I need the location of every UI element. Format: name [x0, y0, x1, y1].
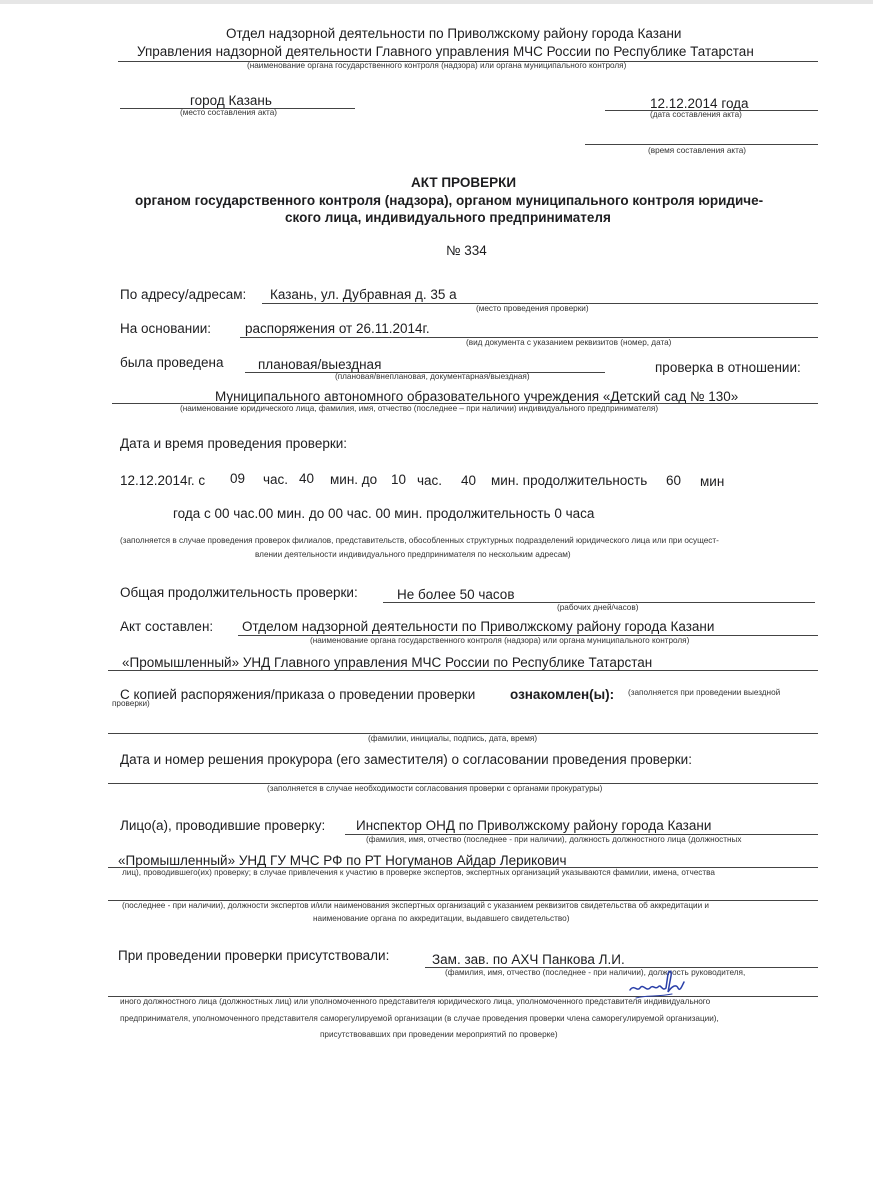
place-caption: (место составления акта) — [180, 108, 277, 117]
act-subtitle-line-1: органом государственного контроля (надзора), органом муниципального контроля юридиче- — [135, 193, 764, 208]
address-caption: (место проведения проверки) — [476, 304, 589, 313]
schedule-heading: Дата и время проведения проверки: — [120, 436, 348, 451]
schedule-duration-word: мин. продолжительность — [491, 473, 648, 488]
acquainted-note-line-1: (заполняется при проведении выездной — [628, 688, 781, 697]
schedule-min-word: мин — [700, 474, 725, 489]
prosecutor-caption: (заполняется в случае необходимости согласования проверки с органами прокуратуры) — [267, 784, 603, 793]
present-label: При проведении проверки присутствовали: — [118, 948, 390, 963]
conducted-value: плановая/выездная — [258, 357, 382, 372]
acquainted-bold: ознакомлен(ы): — [510, 687, 615, 702]
scan-top-edge — [0, 0, 873, 4]
place: город Казань — [190, 93, 272, 108]
inspectors-caption-line-2: лиц), проводившего(их) проверку; в случае привлечения к участию в проверке экспертов, экспертных организаций указываются фамилии, имена, отчества — [122, 868, 715, 877]
org-caption: (наименование органа государственного контроля (надзора) или органа муниципального контроля) — [247, 61, 627, 70]
compiled-label: Акт составлен: — [120, 619, 214, 634]
present-value: Зам. зав. по АХЧ Панкова Л.И. — [432, 952, 625, 967]
schedule-hour-word-2: час. — [417, 473, 443, 488]
act-date: 12.12.2014 года — [650, 96, 749, 111]
schedule-end-hour: 10 — [391, 472, 407, 487]
signature-icon — [628, 968, 686, 1002]
compiled-caption: (наименование органа государственного контроля (надзора) или органа муниципального контроля) — [310, 636, 690, 645]
schedule-end-min: 40 — [461, 473, 477, 488]
schedule-note-line-1: (заполняется в случае проведения проверок филиалов, представительств, обособленных структурных подразделений юридического лица или при осущест- — [120, 536, 719, 545]
time-caption: (время составления акта) — [648, 146, 747, 155]
entity-caption: (наименование юридического лица, фамилия, имя, отчество (последнее – при наличии) индивидуального предпринимателя) — [180, 404, 659, 413]
duration-value: Не более 50 часов — [397, 587, 515, 602]
schedule-note-line-2: влении деятельности индивидуального предпринимателя по нескольким адресам) — [255, 550, 571, 559]
prosecutor-text: Дата и номер решения прокурора (его заместителя) о согласовании проведения проверки: — [120, 752, 692, 767]
compiled-value-line-2: «Промышленный» УНД Главного управления МЧС России по Республике Татарстан — [122, 655, 653, 670]
present-caption-line-2: иного должностного лица (должностных лиц) или уполномоченного представителя юридического лица, уполномоченного представителя индивидуального — [120, 997, 711, 1006]
schedule-hour-word-1: час. — [263, 472, 289, 487]
act-subtitle-line-2: ского лица, индивидуального предпринимателя — [285, 210, 611, 225]
act-title: АКТ ПРОВЕРКИ — [411, 175, 517, 190]
schedule-duration: 60 — [666, 473, 682, 488]
basis-value: распоряжения от 26.11.2014г. — [245, 321, 430, 336]
present-caption-line-1: (фамилия, имя, отчество (последнее - при наличии), должность руководителя, — [445, 968, 746, 977]
conducted-label: была проведена — [120, 355, 224, 370]
basis-caption: (вид документа с указанием реквизитов (номер, дата) — [466, 338, 672, 347]
inspection-regarding: проверка в отношении: — [655, 360, 801, 375]
inspectors-caption-line-4: наименование органа по аккредитации, выдавшего свидетельство) — [313, 914, 570, 923]
inspectors-label: Лицо(а), проводившие проверку: — [120, 818, 326, 833]
inspectors-value-line-2: «Промышленный» УНД ГУ МЧС РФ по РТ Ногуманов Айдар Лерикович — [118, 853, 567, 868]
acquainted-caption: (фамилии, инициалы, подпись, дата, время) — [368, 734, 538, 743]
conducted-caption: (плановая/внеплановая, документарная/выездная) — [335, 372, 530, 381]
present-caption-line-4: присутствовавших при проведении мероприятий по проверке) — [320, 1030, 558, 1039]
act-number: № 334 — [446, 243, 487, 258]
entity-value: Муниципального автономного образовательного учреждения «Детский сад № 130» — [215, 389, 739, 404]
schedule-to-word: мин. до — [330, 472, 378, 487]
address-value: Казань, ул. Дубравная д. 35 а — [270, 287, 457, 302]
org-line-1: Отдел надзорной деятельности по Приволжскому району города Казани — [226, 26, 682, 41]
org-line-2: Управления надзорной деятельности Главного управления МЧС России по Республике Татарстан — [137, 44, 754, 59]
schedule-row-2: года с 00 час.00 мин. до 00 час. 00 мин. продолжительность 0 часа — [173, 506, 595, 521]
present-caption-line-3: предпринимателя, уполномоченного представителя саморегулируемой организации (в случае проведения проверки члена саморегулируемой организации), — [120, 1014, 719, 1023]
acquainted-note-line-2: проверки) — [112, 699, 150, 708]
address-label: По адресу/адресам: — [120, 287, 247, 302]
compiled-value-line-1: Отделом надзорной деятельности по Приволжскому району города Казани — [242, 619, 715, 634]
basis-label: На основании: — [120, 321, 212, 336]
duration-label: Общая продолжительность проверки: — [120, 585, 358, 600]
inspectors-caption-line-1: (фамилия, имя, отчество (последнее - при наличии), должность должностного лица (должностных — [366, 835, 742, 844]
schedule-start-hour: 09 — [230, 471, 246, 486]
duration-caption: (рабочих дней/часов) — [557, 603, 639, 612]
date-caption: (дата составления акта) — [650, 110, 742, 119]
acquainted-text: С копией распоряжения/приказа о проведении проверки — [120, 687, 476, 702]
time-underline — [585, 144, 818, 145]
schedule-start-min: 40 — [299, 471, 315, 486]
compiled-underline-2 — [108, 670, 818, 671]
inspectors-caption-line-3: (последнее - при наличии), должности экспертов и/или наименования экспертных организаций с указанием реквизитов свидетельства об аккредитации и — [122, 901, 709, 910]
inspectors-value-line-1: Инспектор ОНД по Приволжскому району города Казани — [356, 818, 712, 833]
schedule-date: 12.12.2014г. с — [120, 473, 206, 488]
